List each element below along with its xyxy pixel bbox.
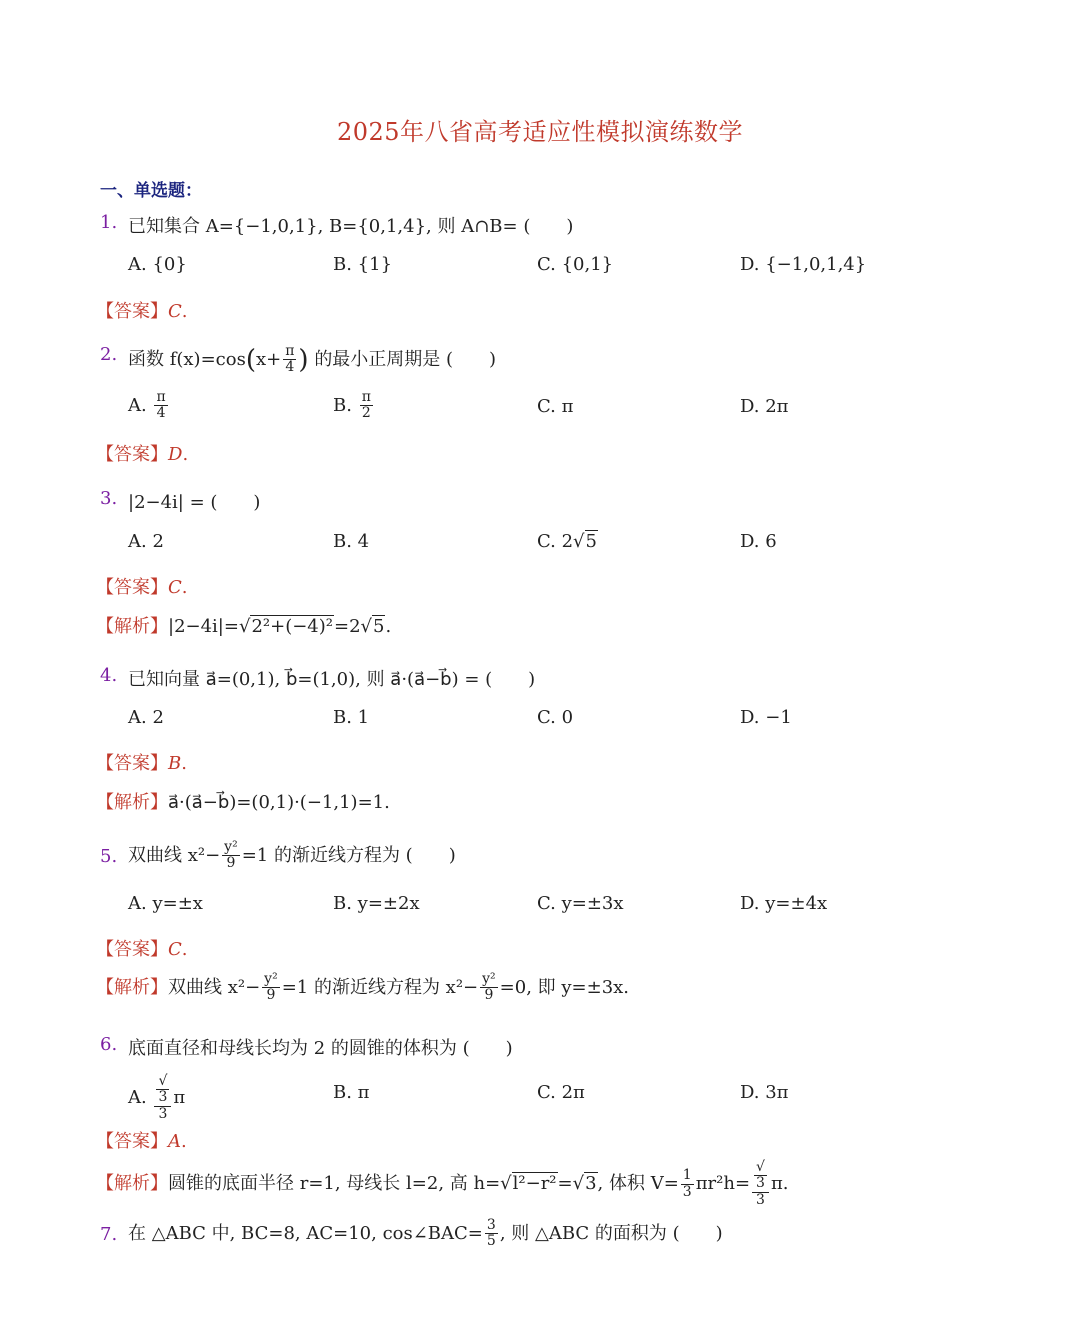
option-c: C. {0,1}	[537, 254, 614, 275]
question-stem: |2−4i| = ( )	[128, 492, 261, 513]
analysis-label: 【解析】	[96, 976, 168, 998]
analysis-label: 【解析】	[96, 616, 168, 637]
option-d: D. y=±4x	[740, 893, 828, 914]
answer-label: 【答案】	[96, 753, 168, 774]
option-d: D. 2π	[740, 396, 789, 417]
option-b: B. 4	[333, 531, 370, 552]
answer-label: 【答案】	[96, 1131, 168, 1152]
option-b: B. {1}	[333, 254, 393, 275]
analysis-text: a⃗·(a⃗−b⃗)=(0,1)·(−1,1)=1.	[168, 792, 390, 813]
answer-label: 【答案】	[96, 577, 168, 598]
answer-value: C	[168, 301, 182, 322]
option-d: D. 6	[740, 531, 777, 552]
exam-page: 2025年八省高考适应性模拟演练数学 一、单选题： 1. 已知集合 A={−1,0,1}, B={0,1,4}, 则 A∩B= ( ) A. {0} B. {1} C. {0,1} D. {−1,0,1,4} 【答案】C. 2. 函数 f(x)=cos(x+ $\frac{\pi}{4}$ ) 的最小正周期是 ( ) A. $\frac{\pi}{4}$ B. $\frac{\pi}{2}$ C. π D. 2π 【答案】D. 3. |2−4i| = ( ) A. 2 B. 4 C. 2√5 D. 6 【答案】C. 【解析】|2−4i|=√2²+(−4)²=2√5. 4. 已知向量 a⃗=(0,1), b⃗=(1,0), 则 a⃗·(a⃗−b⃗) = ( ) A. 2 B. 1 C. 0 D. −1 【答案】B. 【解析】a⃗·(a⃗−b⃗)=(0,1)·(−1,1)=1. 5. 双曲线 x²− $\frac{\text{y²}}{9}$ =1 的渐近线方程为 ( ) A. y=±x B. y=±2x C. y=±3x D. y=±4x 【答案】C. 【解析】双曲线 x²− $\frac{\text{y²}}{9}$ =1 的渐近线方程为 x²− $\frac{\text{y²}}{9}$ =0, 即 y=±3x. 6. 底面直径和母线长均为 2 的圆锥的体积为 ( ) A. √ 3 3 π B. π C. 2π D. 3π 【答案】A. 【解析】圆锥的底面半径 r=1, 母线长 l=2, 高 h=√l²−r²=√3, 体积 V= $\frac{1}{3}$ πr²h= √ 3 3 π. 7. 在 △ABC 中, BC=8, AC=10, cos∠BAC= $\frac{3}{5}$ , 则 △ABC 的面积为 ( )	[0, 0, 1080, 1337]
option-a: A. y=±x	[128, 893, 203, 914]
question-number: 2.	[100, 344, 118, 365]
page-title: 2025年八省高考适应性模拟演练数学	[336, 118, 744, 146]
option-a: A. {0}	[128, 254, 187, 275]
question-stem: 双曲线 x²− $\frac{\text{y²}}{9}$ =1 的渐近线方程为 ( )	[128, 839, 456, 872]
answer-value: B	[168, 753, 182, 774]
question-stem: 函数 f(x)=cos(x+ $\frac{\pi}{4}$ ) 的最小正周期是 ( )	[128, 343, 497, 376]
option-d: D. {−1,0,1,4}	[740, 254, 867, 275]
option-a: A. 2	[128, 707, 164, 728]
answer-label: 【答案】	[96, 444, 168, 465]
answer-label: 【答案】	[96, 939, 168, 960]
option-a: A. $\frac{\pi}{4}$	[128, 389, 166, 422]
option-a: A. 2	[128, 531, 164, 552]
section-heading: 一、单选题：	[100, 181, 202, 201]
question-stem: 已知集合 A={−1,0,1}, B={0,1,4}, 则 A∩B= ( )	[128, 216, 574, 237]
question-number: 7.	[100, 1224, 118, 1245]
option-b: B. 1	[333, 707, 370, 728]
option-b: B. $\frac{\pi}{2}$	[333, 389, 371, 422]
option-c: C. 0	[537, 707, 574, 728]
answer-value: A	[168, 1131, 181, 1152]
option-c: C. 2π	[537, 1082, 585, 1103]
question-stem: 在 △ABC 中, BC=8, AC=10, cos∠BAC= $\frac{3}{5}$ , 则 △ABC 的面积为 ( )	[128, 1217, 723, 1250]
question-stem: 底面直径和母线长均为 2 的圆锥的体积为 ( )	[128, 1038, 513, 1059]
option-a: A. √ 3 3 π	[128, 1073, 186, 1122]
question-number: 3.	[100, 488, 118, 509]
option-c: C. π	[537, 396, 574, 417]
answer-value: C	[168, 939, 182, 960]
option-b: B. π	[333, 1082, 370, 1103]
option-c: C. 2√5	[537, 531, 597, 552]
question-number: 6.	[100, 1034, 118, 1055]
question-number: 1.	[100, 212, 118, 233]
answer-value: C	[168, 577, 182, 598]
option-d: D. −1	[740, 707, 792, 728]
option-b: B. y=±2x	[333, 893, 420, 914]
answer-value: D	[168, 444, 183, 465]
option-d: D. 3π	[740, 1082, 789, 1103]
question-number: 5.	[100, 846, 118, 867]
analysis-label: 【解析】	[96, 792, 168, 813]
question-number: 4.	[100, 665, 118, 686]
analysis-label: 【解析】	[96, 1173, 168, 1195]
option-c: C. y=±3x	[537, 893, 624, 914]
question-stem: 已知向量 a⃗=(0,1), b⃗=(1,0), 则 a⃗·(a⃗−b⃗) = ( )	[128, 669, 536, 690]
answer-label: 【答案】	[96, 301, 168, 322]
fraction: $\frac{\pi}{4}$	[285, 343, 295, 376]
